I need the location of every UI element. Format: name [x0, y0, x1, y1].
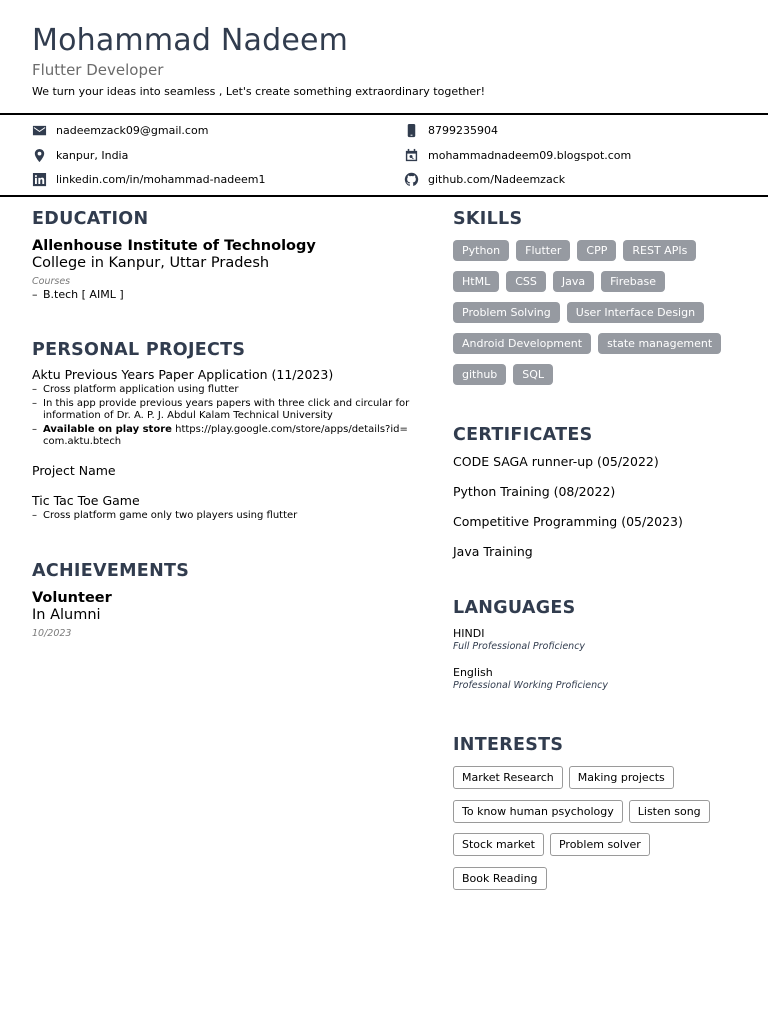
certificate-item: Competitive Programming (05/2023): [453, 514, 683, 529]
achievement-org: In Alumni: [32, 607, 101, 623]
calendar-link-icon: [404, 148, 419, 163]
contact-linkedin[interactable]: [32, 170, 266, 188]
phone-icon: [404, 123, 419, 138]
language-name: English: [453, 666, 493, 679]
language-item: [453, 666, 753, 692]
language-item: [453, 627, 753, 653]
interest-tag: Book Reading: [453, 867, 547, 890]
project-name: Project Name: [32, 463, 116, 478]
languages-section: [453, 597, 753, 692]
project-item: [32, 463, 412, 478]
interest-tag: Market Research: [453, 766, 563, 789]
project-store-link[interactable]: – Available on play store https://play.google.com/store/apps/details?id=com.aktu.btech: [32, 424, 408, 447]
project-bullet: – Cross platform application using flutter: [32, 384, 239, 395]
skill-tag: Android Development: [453, 333, 591, 354]
header-divider: [0, 113, 768, 115]
skill-tag: REST APIs: [623, 240, 696, 261]
interests-tags: [453, 766, 753, 890]
contact-blog[interactable]: [404, 146, 631, 164]
languages-title: LANGUAGES: [453, 598, 576, 618]
location-text: kanpur, India: [56, 148, 129, 162]
candidate-name: Mohammad Nadeem: [32, 23, 349, 58]
left-column: [32, 208, 412, 639]
email-text: nadeemzack09@gmail.com: [56, 123, 209, 137]
skill-tag: Problem Solving: [453, 302, 560, 323]
certificate-item: CODE SAGA runner-up (05/2022): [453, 454, 659, 469]
language-level: Full Professional Proficiency: [453, 641, 586, 652]
skill-tag: CPP: [577, 240, 616, 261]
linkedin-icon: [32, 172, 47, 187]
contact-email[interactable]: [32, 121, 208, 139]
contact-github[interactable]: [404, 170, 565, 188]
phone-text: 8799235904: [428, 123, 498, 137]
skill-tag: state management: [598, 333, 721, 354]
achievement-date: 10/2023: [32, 628, 72, 639]
right-column: [453, 208, 753, 900]
skills-tags: [453, 239, 753, 384]
education-section: [32, 208, 412, 301]
contact-location: [32, 146, 128, 164]
interests-title: INTERESTS: [453, 735, 564, 755]
linkedin-text: linkedin.com/in/mohammad-nadeem1: [56, 172, 266, 186]
certificates-section: [453, 424, 753, 559]
projects-title: PERSONAL PROJECTS: [32, 340, 246, 360]
skill-tag: Python: [453, 240, 509, 261]
github-icon: [404, 172, 419, 187]
store-label: Available on play store: [43, 424, 172, 435]
skill-tag: Java: [553, 271, 594, 292]
education-school: Allenhouse Institute of Technology: [32, 238, 316, 254]
skill-tag: CSS: [506, 271, 546, 292]
certificate-item: Python Training (08/2022): [453, 484, 616, 499]
project-item: [32, 493, 412, 522]
language-level: Professional Working Proficiency: [453, 680, 608, 691]
project-name: Tic Tac Toe Game: [32, 493, 140, 508]
skill-tag: Flutter: [516, 240, 570, 261]
achievements-title: ACHIEVEMENTS: [32, 561, 190, 581]
interests-section: [453, 734, 753, 890]
certificate-item: Java Training: [453, 544, 533, 559]
interest-tag: Making projects: [569, 766, 674, 789]
certificates-title: CERTIFICATES: [453, 425, 593, 445]
location-pin-icon: [32, 148, 47, 163]
courses-label: Courses: [32, 276, 71, 287]
candidate-tagline: We turn your ideas into seamless , Let's create something extraordinary together!: [32, 85, 486, 98]
education-degree: College in Kanpur, Uttar Pradesh: [32, 255, 270, 271]
contact-phone[interactable]: [404, 121, 498, 139]
interest-tag: Stock market: [453, 833, 544, 856]
achievement-role: Volunteer: [32, 590, 112, 606]
resume-header: [32, 22, 752, 100]
project-bullet: – Cross platform game only two players using flutter: [32, 510, 298, 521]
blog-text: mohammadnadeem09.blogspot.com: [428, 148, 632, 162]
github-text: github.com/Nadeemzack: [428, 172, 566, 186]
store-url: https://play.google.com/store/apps/details?id=com.aktu.btech: [43, 424, 408, 447]
skill-tag: SQL: [513, 364, 553, 385]
skill-tag: User Interface Design: [567, 302, 704, 323]
projects-section: [32, 339, 412, 522]
skill-tag: Firebase: [601, 271, 665, 292]
interest-tag: Problem solver: [550, 833, 650, 856]
language-name: HINDI: [453, 627, 485, 640]
interest-tag: To know human psychology: [453, 800, 623, 823]
course-item: – B.tech [ AIML ]: [32, 288, 124, 301]
skills-title: SKILLS: [453, 209, 523, 229]
project-bullet: – In this app provide previous years papers with three click and circular for information of Dr. A. P. J. Abdul Kalam Technical University: [32, 398, 410, 421]
skill-tag: HtML: [453, 271, 499, 292]
education-title: EDUCATION: [32, 209, 149, 229]
achievements-section: [32, 560, 412, 639]
email-icon: [32, 123, 47, 138]
candidate-role: Flutter Developer: [32, 61, 164, 79]
interest-tag: Listen song: [629, 800, 710, 823]
skill-tag: github: [453, 364, 506, 385]
contacts-divider: [0, 195, 768, 197]
project-name: Aktu Previous Years Paper Application (11/2023): [32, 367, 334, 382]
skills-section: [453, 208, 753, 384]
project-item: [32, 367, 412, 448]
